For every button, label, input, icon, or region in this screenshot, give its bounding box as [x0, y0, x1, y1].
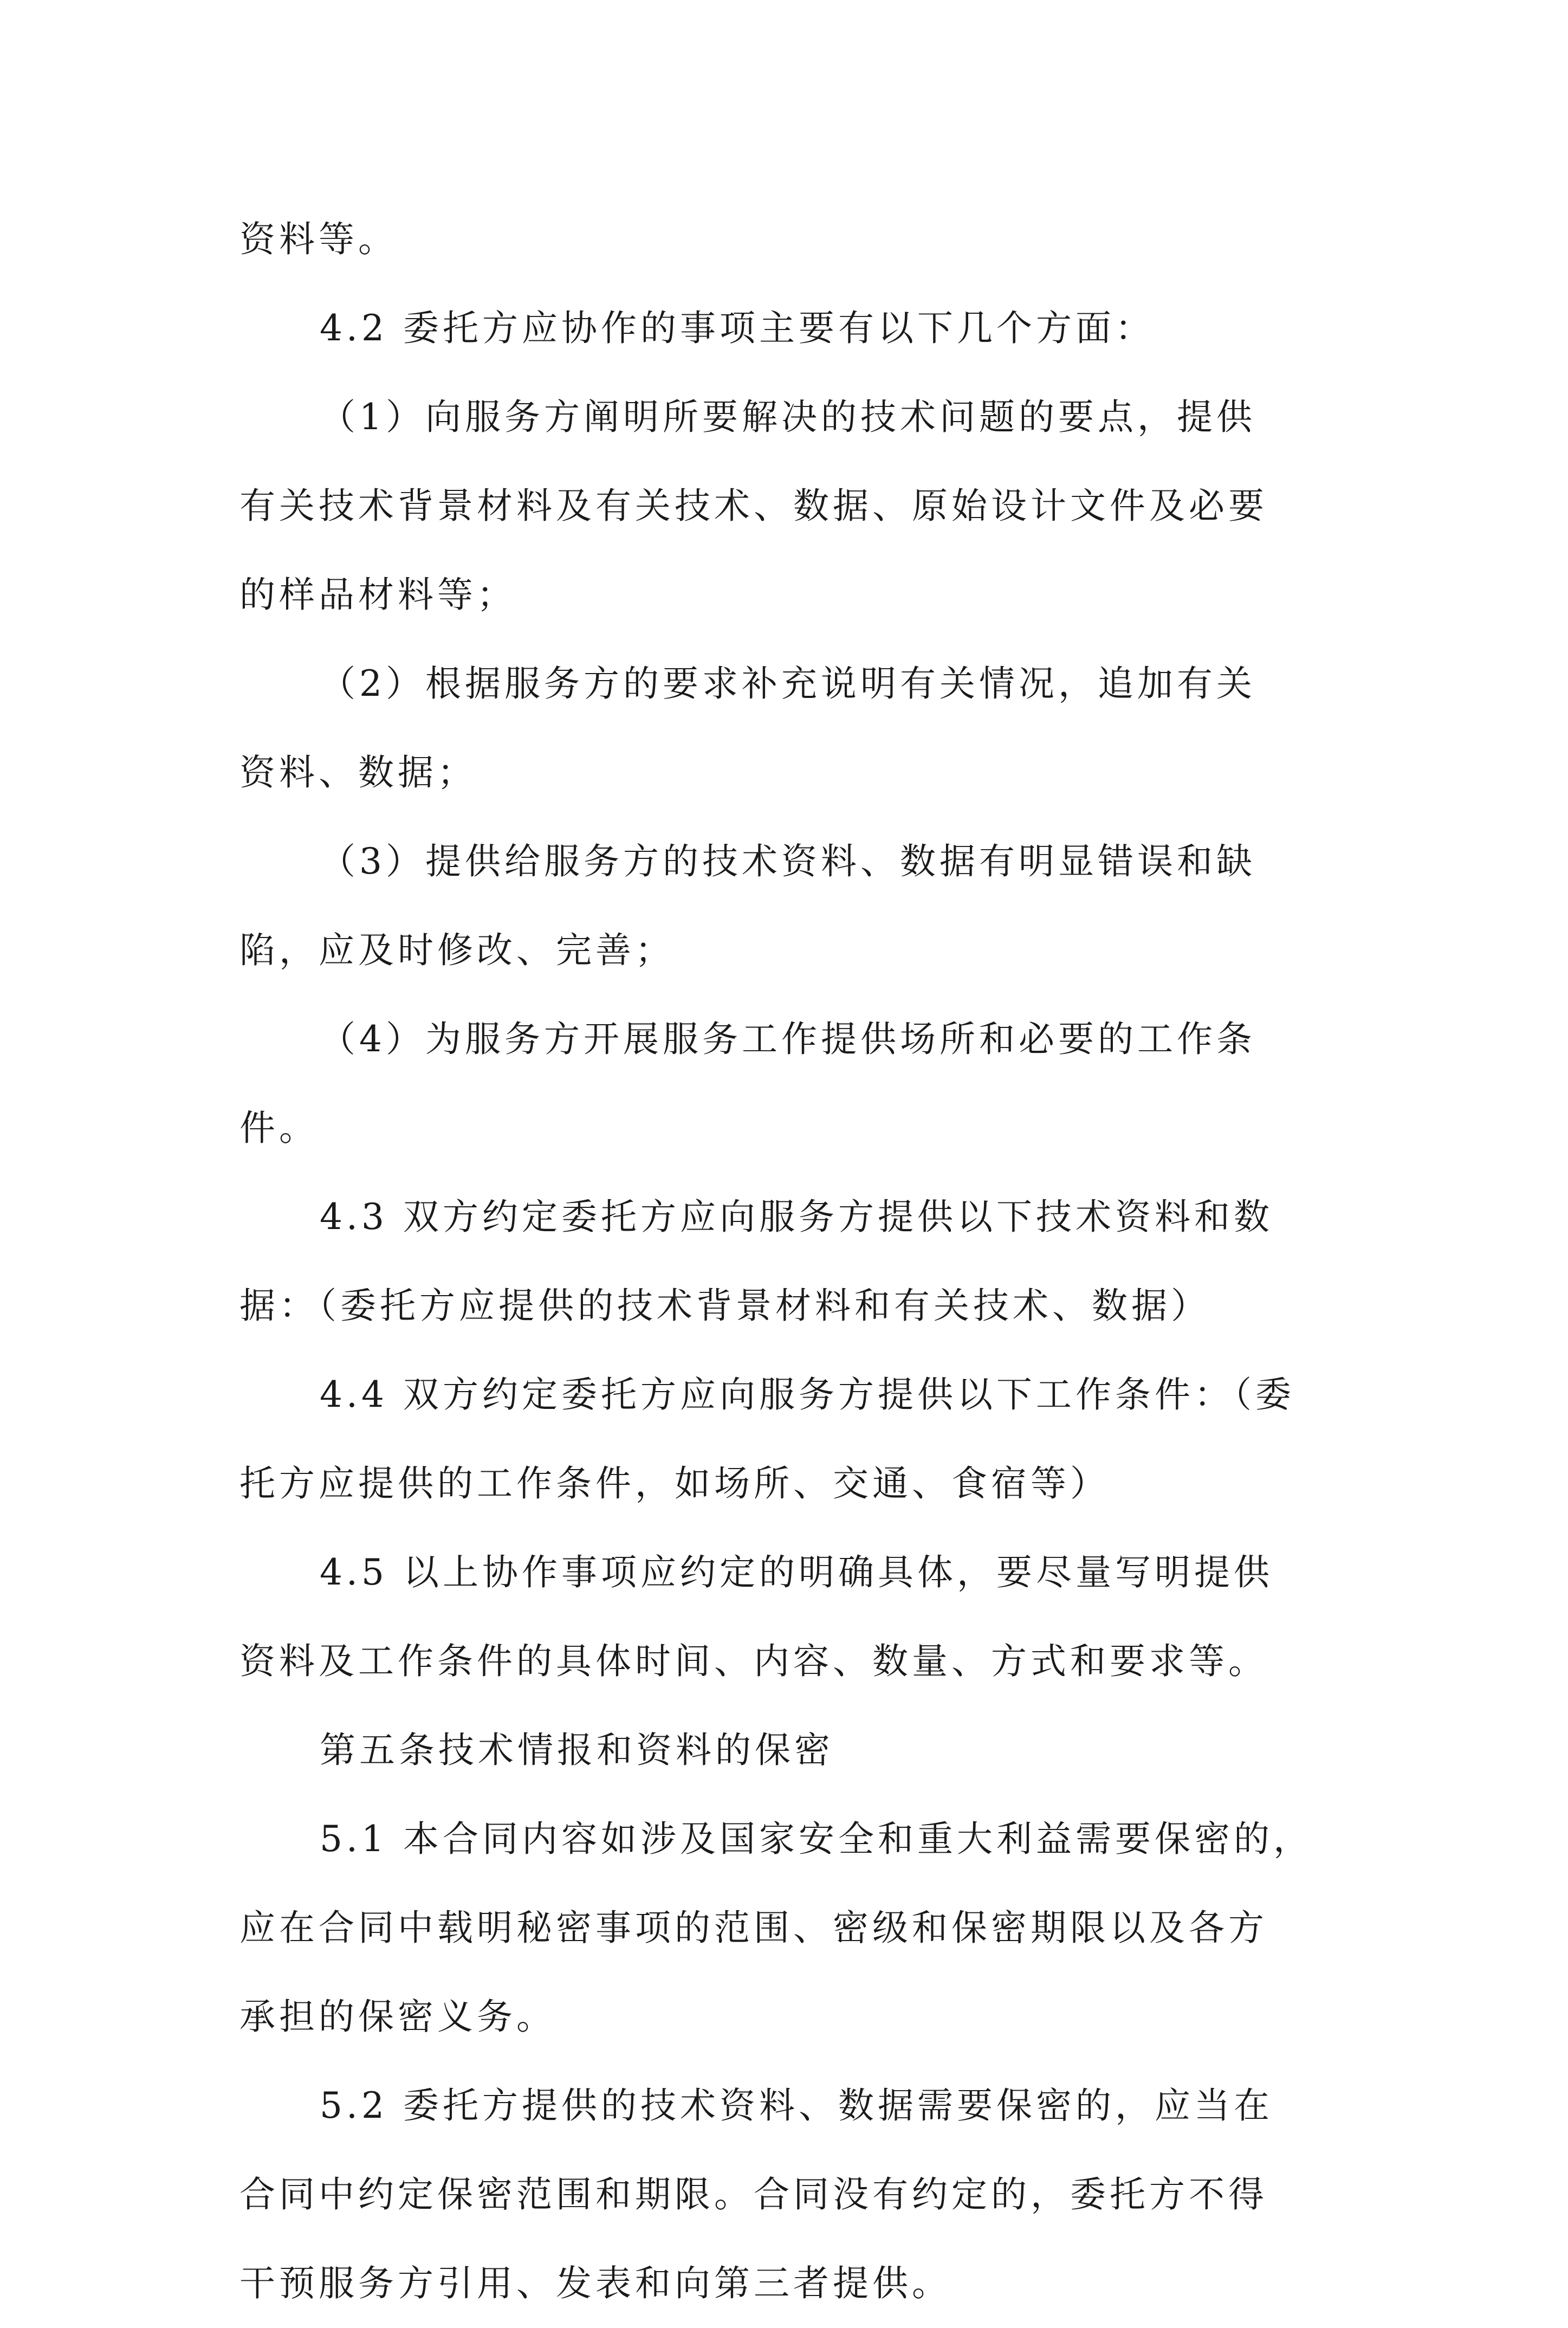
text-line: （3）提供给服务方的技术资料、数据有明显错误和缺	[320, 840, 1256, 882]
text-line: （1）向服务方阐明所要解决的技术问题的要点，提供	[320, 396, 1256, 438]
text-line: 合同中约定保密范围和期限。合同没有约定的，委托方不得	[239, 2174, 1268, 2215]
text-line: 资料、数据；	[239, 752, 477, 793]
text-line: 4.4 双方约定委托方应向服务方提供以下工作条件：（委	[320, 1374, 1295, 1415]
text-line: 托方应提供的工作条件，如场所、交通、食宿等）	[239, 1463, 1110, 1504]
text-line: 的样品材料等；	[239, 574, 516, 616]
text-line: 5.1 本合同内容如涉及国家安全和重大利益需要保密的，	[320, 1818, 1313, 1860]
text-line: 应在合同中载明秘密事项的范围、密级和保密期限以及各方	[239, 1907, 1268, 1949]
text-line: （4）为服务方开展服务工作提供场所和必要的工作条	[320, 1018, 1256, 1060]
text-line: 承担的保密义务。	[239, 1996, 556, 2038]
text-line: 干预服务方引用、发表和向第三者提供。	[239, 2262, 951, 2304]
section-heading: 第五条技术情报和资料的保密	[320, 1729, 834, 1771]
text-line: 5.2 委托方提供的技术资料、数据需要保密的，应当在	[320, 2085, 1273, 2126]
text-line: 据：（委托方应提供的技术背景材料和有关技术、数据）	[239, 1285, 1210, 1327]
document-body	[239, 195, 1366, 2328]
text-line: 资料等。	[239, 218, 398, 260]
text-line: 4.5 以上协作事项应约定的明确具体，要尽量写明提供	[320, 1551, 1273, 1593]
text-line: 有关技术背景材料及有关技术、数据、原始设计文件及必要	[239, 485, 1268, 527]
text-line: 4.3 双方约定委托方应向服务方提供以下技术资料和数	[320, 1196, 1273, 1238]
text-line: 陷，应及时修改、完善；	[239, 929, 675, 971]
text-line: 资料及工作条件的具体时间、内容、数量、方式和要求等。	[239, 1640, 1268, 1682]
text-line: 4.2 委托方应协作的事项主要有以下几个方面：	[320, 307, 1155, 349]
text-line: 件。	[239, 1107, 319, 1149]
text-line: （2）根据服务方的要求补充说明有关情况，追加有关	[320, 663, 1256, 704]
